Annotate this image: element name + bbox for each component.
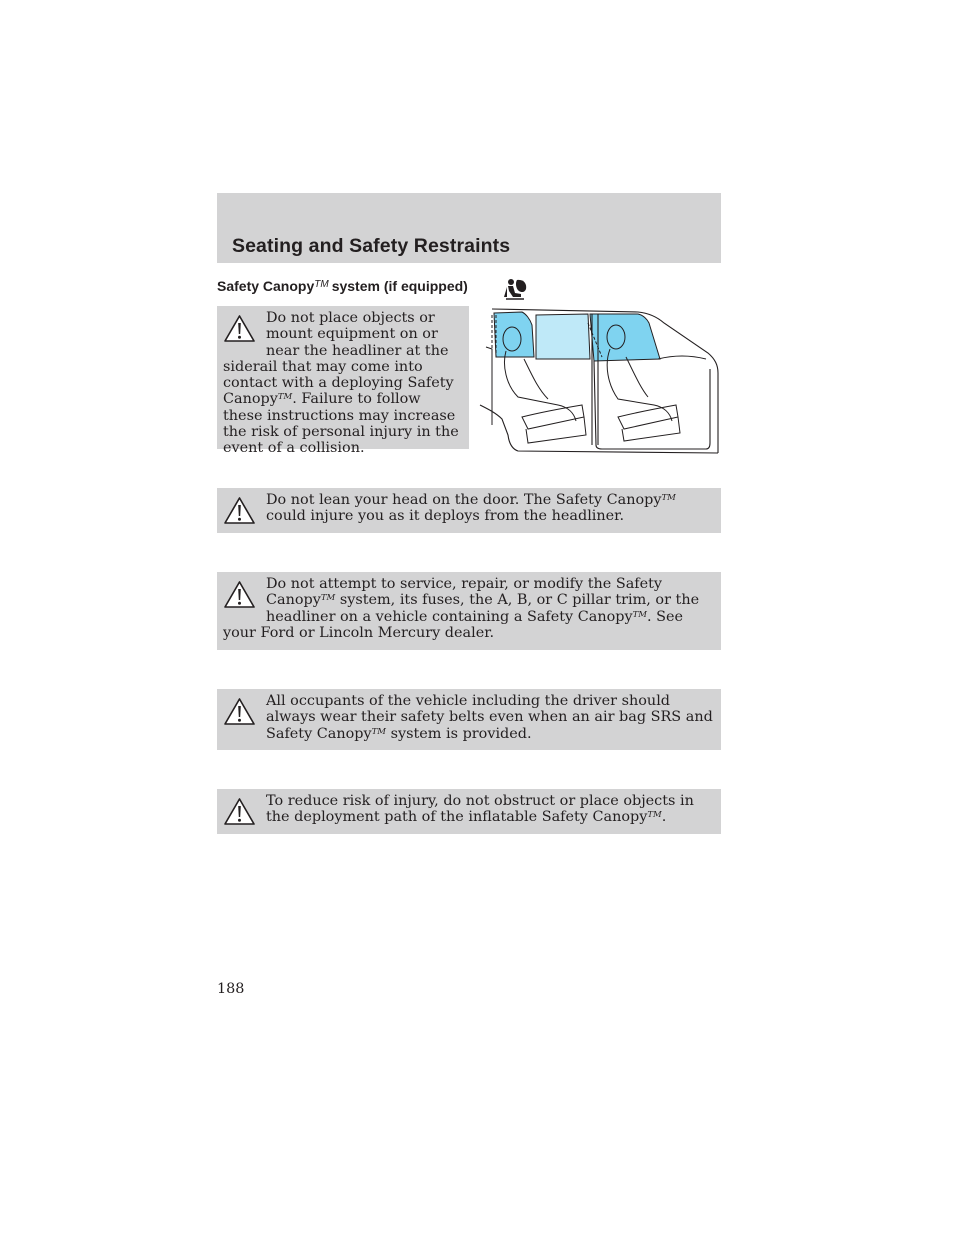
warning-text-segment: could injure you as it deploys from the headliner. [266,508,625,525]
warning-triangle-icon [223,496,256,525]
warning-text-segment: . Failure to follow these instructions may increase the risk of personal injury in the event of a collision. [223,391,459,457]
warning-text-segment: Do not lean your head on the door. The Safety Canopy [266,492,662,508]
trademark-mark: TM [320,593,336,604]
warning-text [223,492,713,525]
warning-box [217,689,721,750]
warning-text [223,310,461,457]
warning-triangle-icon [223,314,256,343]
warning-box [217,789,721,834]
trademark-mark: TM [632,609,647,620]
warning-text-segment: To reduce risk of injury, do not obstruct or place objects in the deployment path of the inflatable Safety Canopy [266,793,694,826]
vehicle-interior-illustration [478,305,722,455]
warning-box [217,572,721,650]
warning-text-segment: All occupants of the vehicle including the driver should always wear their safety belts even when an air bag SRS and Safety Canopy [266,693,713,742]
side-curtain-airbag-icon [502,277,528,303]
warning-text [223,576,713,641]
warning-triangle-icon [223,697,256,726]
section-heading-suffix: system (if equipped) [331,278,468,294]
trademark-mark: TM [371,726,387,737]
warning-text-segment: Do not place objects or mount equipment on or near the headliner at the siderail that may come into contact with a deploying Safety Canopy [223,310,454,408]
trademark-mark: TM [661,493,676,503]
warning-text [223,793,713,826]
warning-box [217,306,469,457]
section-heading [217,278,468,294]
page-title: Seating and Safety Restraints [232,235,511,257]
warning-triangle-icon [223,797,256,826]
warning-triangle-icon [223,580,256,609]
warning-text [223,693,713,742]
warning-text-segment: system is provided. [386,725,532,742]
warning-text-segment: . [661,809,667,826]
warning-text-segment: Do not attempt to service, repair, or modify the Safety Canopy [266,576,663,609]
trademark-mark: TM [647,810,662,821]
header-band [217,193,721,263]
trademark-mark: TM [314,279,329,290]
warning-text-segment: system, its fuses, the A, B, or C pillar trim, or the headliner on a vehicle containing a Safety Canopy [266,592,700,625]
section-heading-prefix: Safety Canopy [217,278,315,294]
page-number: 188 [217,981,245,997]
warning-text-segment: . See your Ford or Lincoln Mercury dealer. [223,608,684,641]
trademark-mark: TM [277,392,293,403]
warning-box [217,488,721,533]
